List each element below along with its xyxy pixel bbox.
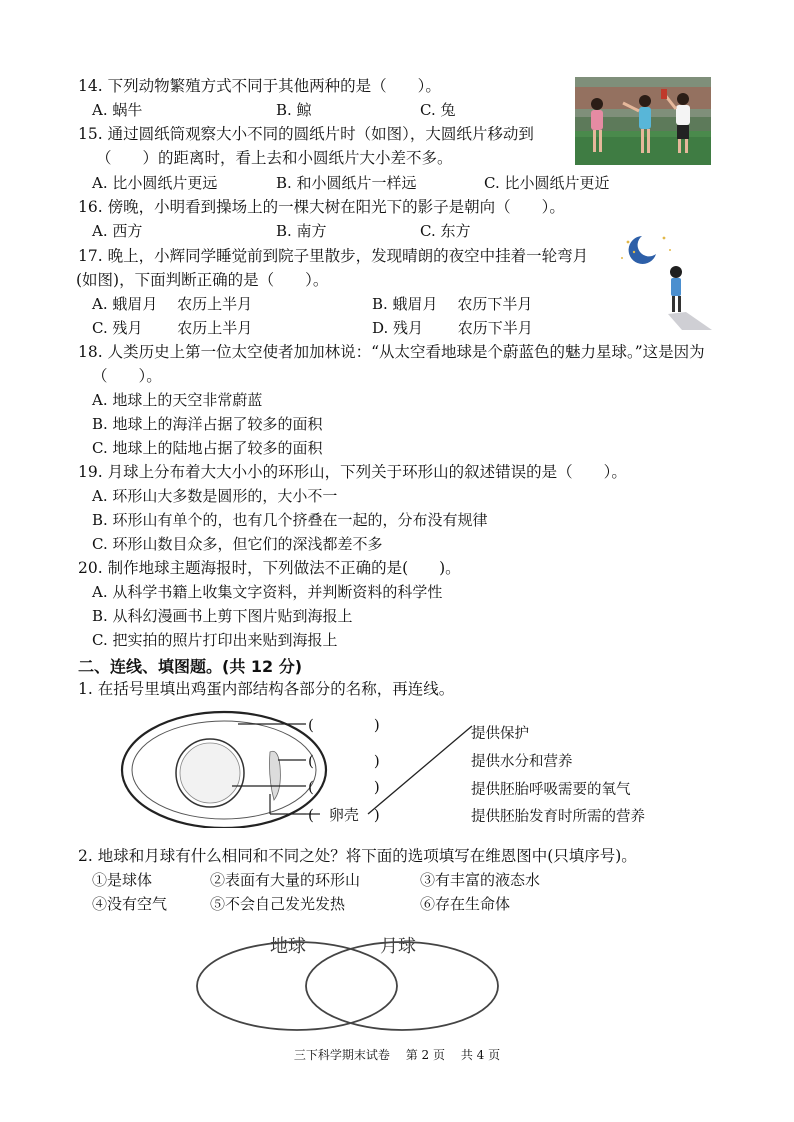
crescent-moon-illustration bbox=[612, 228, 718, 332]
venn-option-5: ⑤不会自己发光发热 bbox=[210, 895, 346, 913]
q16-option-c: C. 东方 bbox=[420, 222, 471, 240]
q14-option-c: C. 兔 bbox=[420, 101, 456, 119]
q15-stem-line2: （ ）的距离时，看上去和小圆纸片大小差不多。 bbox=[96, 149, 453, 167]
section-2-title: 二、连线、填图题。(共 12 分) bbox=[78, 657, 303, 676]
egg-blank-4[interactable]: ( 卵壳 ) bbox=[308, 806, 380, 824]
venn-option-3: ③有丰富的液态水 bbox=[420, 871, 541, 889]
q18-stem-line1: 18. 人类历史上第一位太空使者加加林说：“从太空看地球是个蔚蓝色的魅力星球。”这是因为 bbox=[78, 343, 705, 361]
part2-stem: 2. 地球和月球有什么相同和不同之处？将下面的选项填写在维恩图中(只填序号)。 bbox=[78, 847, 637, 865]
q18-option-c: C. 地球上的陆地占据了较多的面积 bbox=[92, 439, 323, 457]
q18-option-b: B. 地球上的海洋占据了较多的面积 bbox=[92, 415, 323, 433]
q15-option-c: C. 比小圆纸片更近 bbox=[484, 174, 610, 192]
q15-option-a: A. 比小圆纸片更远 bbox=[92, 174, 218, 192]
q16-stem: 16. 傍晚，小明看到操场上的一棵大树在阳光下的影子是朝向（ ）。 bbox=[78, 198, 565, 216]
q18-stem-line2: （ ）。 bbox=[92, 367, 162, 385]
q19-option-c: C. 环形山数目众多，但它们的深浅都差不多 bbox=[92, 535, 383, 553]
venn-label-earth: 地球 bbox=[270, 936, 306, 957]
q20-option-c: C. 把实拍的照片打印出来贴到海报上 bbox=[92, 631, 338, 649]
footer-title: 三下科学期末试卷 bbox=[293, 1048, 390, 1062]
part1-stem: 1. 在括号里填出鸡蛋内部结构各部分的名称，再连线。 bbox=[78, 680, 455, 698]
venn-diagram[interactable] bbox=[190, 928, 510, 1038]
q18-option-a: A. 地球上的天空非常蔚蓝 bbox=[92, 391, 263, 409]
q20-option-a: A. 从科学书籍上收集文字资料，并判断资料的科学性 bbox=[92, 583, 443, 601]
q17-stem-line1: 17. 晚上，小辉同学睡觉前到院子里散步，发现晴朗的夜空中挂着一轮弯月 bbox=[78, 247, 589, 265]
q15-option-b: B. 和小圆纸片一样远 bbox=[276, 174, 417, 192]
q15-stem-line1: 15. 通过圆纸筒观察大小不同的圆纸片时（如图），大圆纸片移动到 bbox=[78, 125, 534, 143]
egg-blank-2[interactable]: ( ) bbox=[308, 752, 380, 770]
function-water-nutrition: 提供水分和营养 bbox=[471, 754, 573, 770]
venn-option-2: ②表面有大量的环形山 bbox=[210, 871, 361, 889]
egg-blank-3[interactable]: ( ) bbox=[308, 778, 380, 796]
venn-option-1: ①是球体 bbox=[92, 871, 153, 889]
function-oxygen: 提供胚胎呼吸需要的氧气 bbox=[471, 782, 631, 798]
q14-option-a: A. 蜗牛 bbox=[92, 101, 143, 119]
q16-option-a: A. 西方 bbox=[92, 222, 143, 240]
venn-label-moon: 月球 bbox=[380, 936, 416, 957]
egg-blank-1[interactable]: ( ) bbox=[308, 716, 380, 734]
q19-option-b: B. 环形山有单个的，也有几个挤叠在一起的，分布没有规律 bbox=[92, 511, 488, 529]
footer-total: 共 4 页 bbox=[460, 1048, 501, 1062]
q19-stem: 19. 月球上分布着大大小小的环形山，下列关于环形山的叙述错误的是（ ）。 bbox=[78, 463, 627, 481]
q17-option-a: A. 蛾眉月 农历上半月 bbox=[92, 295, 253, 313]
q14-stem: 14. 下列动物繁殖方式不同于其他两种的是（ ）。 bbox=[78, 77, 441, 95]
q20-option-b: B. 从科幻漫画书上剪下图片贴到海报上 bbox=[92, 607, 353, 625]
q17-option-c: C. 残月 农历上半月 bbox=[92, 319, 253, 337]
q17-option-b: B. 蛾眉月 农历下半月 bbox=[372, 295, 533, 313]
q17-stem-line2: (如图)，下面判断正确的是（ ）。 bbox=[76, 271, 329, 289]
q19-option-a: A. 环形山大多数是圆形的，大小不一 bbox=[92, 487, 338, 505]
footer-page: 第 2 页 bbox=[405, 1048, 445, 1062]
q20-stem: 20. 制作地球主题海报时，下列做法不正确的是( )。 bbox=[78, 559, 461, 577]
q14-option-b: B. 鲸 bbox=[276, 101, 312, 119]
page-footer bbox=[0, 1046, 794, 1063]
venn-option-6: ⑥存在生命体 bbox=[420, 895, 511, 913]
venn-option-4: ④没有空气 bbox=[92, 895, 168, 913]
function-protect: 提供保护 bbox=[471, 726, 529, 742]
children-photo bbox=[575, 77, 711, 165]
q17-option-d: D. 残月 农历下半月 bbox=[372, 319, 533, 337]
q16-option-b: B. 南方 bbox=[276, 222, 327, 240]
function-development-nutrition: 提供胚胎发育时所需的营养 bbox=[471, 809, 645, 825]
